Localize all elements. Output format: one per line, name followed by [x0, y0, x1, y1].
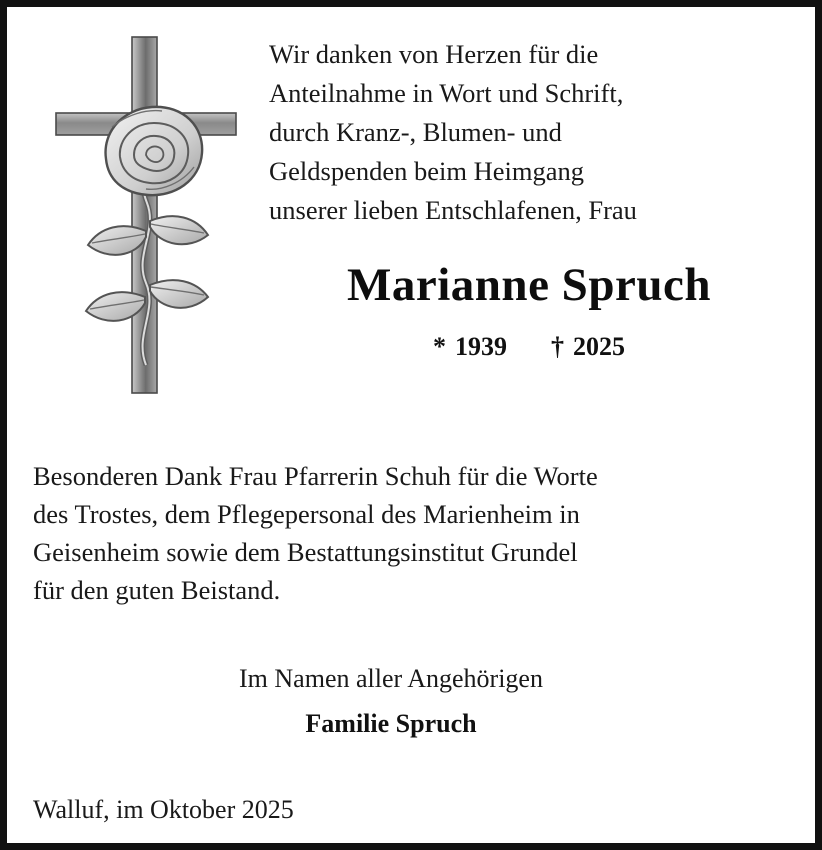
intro-line: Wir danken von Herzen für die [269, 39, 599, 69]
cross-symbol-icon: † [551, 331, 564, 361]
thanks-line: des Trostes, dem Pflegepersonal des Marienheim in [33, 499, 580, 529]
place-and-date: Walluf, im Oktober 2025 [33, 795, 294, 824]
thanks-line: Besonderen Dank Frau Pfarrerin Schuh für die Worte [33, 461, 598, 491]
cross-with-rose-graphic [50, 35, 246, 395]
birth-year: 1939 [455, 331, 507, 361]
intro-line: Anteilnahme in Wort und Schrift, [269, 78, 624, 108]
thanks-line: für den guten Beistand. [33, 575, 281, 605]
top-section [33, 29, 789, 395]
intro-line: durch Kranz-, Blumen- und [269, 117, 562, 147]
deceased-name-block [269, 260, 789, 362]
death-year: 2025 [573, 331, 625, 361]
intro-line: unserer lieben Entschlafenen, Frau [269, 195, 637, 225]
family-intro: Im Namen aller Angehörigen [239, 664, 543, 693]
birth-symbol-icon: * [433, 331, 446, 361]
death-date [551, 332, 625, 362]
thanks-paragraph [33, 457, 789, 609]
birth-date [433, 332, 507, 362]
thanks-line: Geisenheim sowie dem Bestattungsinstitut Grundel [33, 537, 578, 567]
family-name: Familie Spruch [305, 709, 477, 738]
cross-with-rose-icon [33, 29, 263, 395]
intro-text [263, 29, 789, 362]
deceased-name: Marianne Spruch [347, 259, 711, 311]
intro-line: Geldspenden beim Heimgang [269, 156, 584, 186]
family-block [33, 661, 789, 739]
life-dates [269, 332, 789, 362]
